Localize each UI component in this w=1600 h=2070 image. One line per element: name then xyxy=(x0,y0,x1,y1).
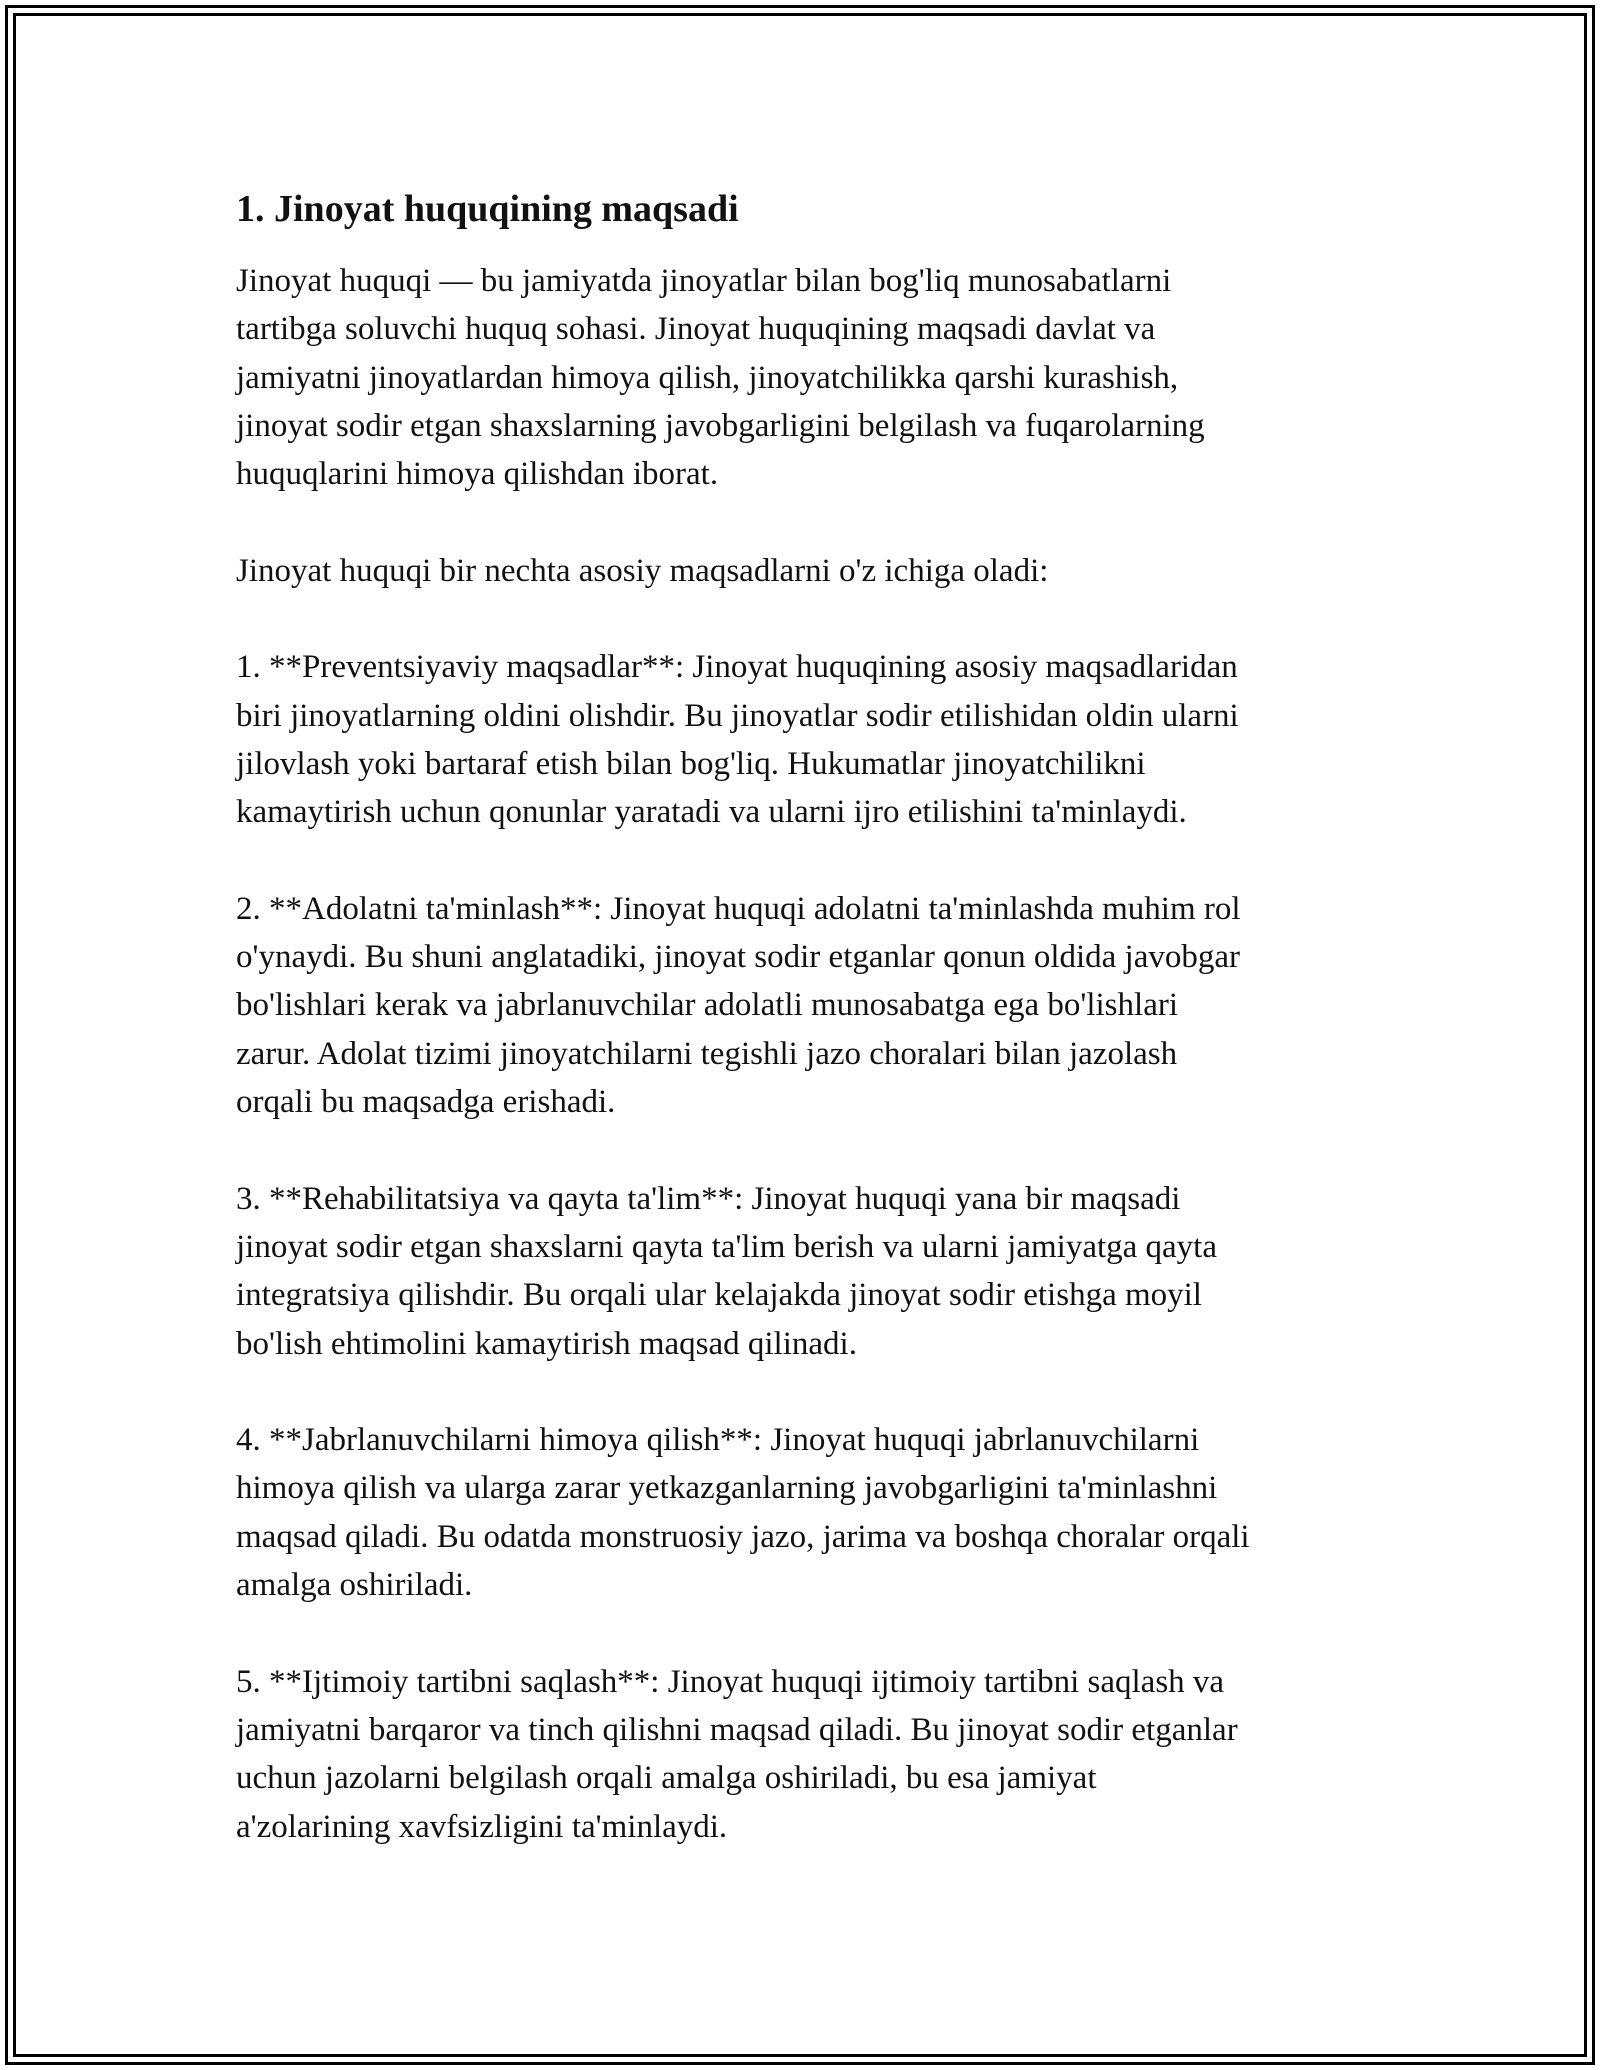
goal-item-preventive: 1. **Preventsiyaviy maqsadlar**: Jinoyat huquqining asosiy maqsadlaridan biri jinoyatlarning oldini olishdir. Bu jinoyatlar sodir etilishidan oldin ularni jilovlash yoki bartaraf etish bilan bog'liq. Hukumatlar jinoyatchilikni kamaytirish uchun qonunlar yaratadi va ularni ijro etilishini ta'minlaydi. xyxy=(236,649,1239,831)
goal-item-victim-protection: 4. **Jabrlanuvchilarni himoya qilish**: Jinoyat huquqi jabrlanuvchilarni himoya qilish va ularga zarar yetkazganlarning javobgarligini ta'minlashni maqsad qiladi. Bu odatda monstruosiy jazo, jarima va boshqa choralar orqali amalga oshiriladi. xyxy=(236,1422,1250,1604)
document-title: 1. Jinoyat huquqining maqsadi xyxy=(236,188,739,230)
goal-item-rehabilitation: 3. **Rehabilitatsiya va qayta ta'lim**: Jinoyat huquqi yana bir maqsadi jinoyat sodir etgan shaxslarni qayta ta'lim berish va ularni jamiyatga qayta integratsiya qilishdir. Bu orqali ular kelajakda jinoyat sodir etishga moyil bo'lish ehtimolini kamaytirish maqsad qilinadi. xyxy=(236,1180,1217,1362)
intro-paragraph: Jinoyat huquqi — bu jamiyatda jinoyatlar bilan bog'liq munosabatlarni tartibga soluvchi huquq sohasi. Jinoyat huquqining maqsadi davlat va jamiyatni jinoyatlardan himoya qilish, jinoyatchilikka qarshi kurashish, jinoyat sodir etgan shaxslarning javobgarligini belgilash va fuqarolarning huquqlarini himoya qilishdan iborat. xyxy=(236,263,1205,493)
document-body xyxy=(236,185,1376,1899)
goals-lead-paragraph: Jinoyat huquqi bir nechta asosiy maqsadlarni o'z ichiga oladi: xyxy=(236,552,1049,589)
goal-item-justice: 2. **Adolatni ta'minlash**: Jinoyat huquqi adolatni ta'minlashda muhim rol o'ynaydi. Bu shuni anglatadiki, jinoyat sodir etganlar qonun oldida javobgar bo'lishlari kerak va jabrlanuvchilar adolatli munosabatga ega bo'lishlari zarur. Adolat tizimi jinoyatchilarni tegishli jazo choralari bilan jazolash orqali bu maqsadga erishadi. xyxy=(236,890,1241,1121)
goal-item-social-order: 5. **Ijtimoiy tartibni saqlash**: Jinoyat huquqi ijtimoiy tartibni saqlash va jamiyatni barqaror va tinch qilishni maqsad qiladi. Bu jinoyat sodir etganlar uchun jazolarni belgilash orqali amalga oshiriladi, bu esa jamiyat a'zolarining xavfsizligini ta'minlaydi. xyxy=(236,1663,1238,1845)
